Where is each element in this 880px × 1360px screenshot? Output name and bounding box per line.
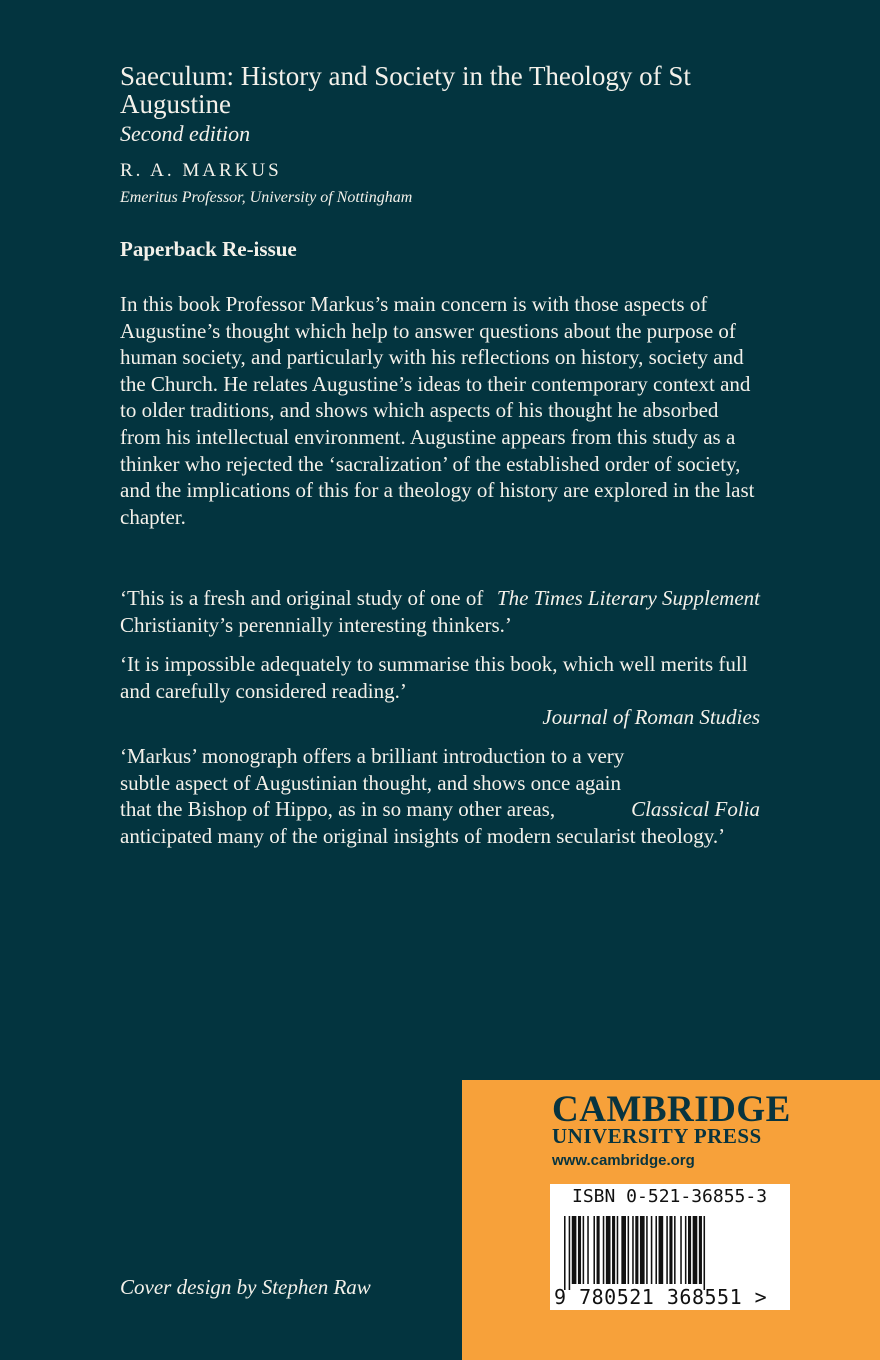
barcode-bar (640, 1216, 645, 1284)
barcode-bar (635, 1216, 638, 1284)
review-quote (120, 585, 760, 638)
barcode-bar (587, 1216, 589, 1284)
cover-credit: Cover design by Stephen Raw (120, 1275, 371, 1299)
barcode-digits: 9 780521 368551 > (554, 1285, 768, 1309)
publisher-website: www.cambridge.org (552, 1152, 695, 1169)
barcode-bar (578, 1216, 581, 1284)
barcode-bar (655, 1216, 657, 1284)
review-text: ‘It is impossible adequately to summarise this book, which well merits full and carefully considered reading.’ (120, 652, 748, 703)
barcode-bar (666, 1216, 668, 1284)
barcode-bar (685, 1216, 687, 1284)
review-quote (120, 651, 760, 731)
barcode-bar (632, 1216, 634, 1284)
review-text: ‘Markus’ monograph offers a brilliant introduction to a very subtle aspect of Augustinian thought, and shows once again that the Bishop of Hippo, as in so many other areas, anticipated many of the original insights of modern secularist theology.’ (120, 744, 726, 848)
blurb-paragraph: In this book Professor Markus’s main concern is with those aspects of Augustine’s thought which help to answer questions about the purpose of human society, and particularly with his reflections on history, society and the Church. He relates Augustine’s ideas to their contemporary context and to older traditions, and shows which aspects of his thought he absorbed from his intellectual environment. Augustine appears from this study as a thinker who rejected the ‘sacralization’ of the established order of society, and the implications of this for a theology of history are explored in the last chapter. (120, 292, 755, 529)
barcode-bar (659, 1216, 664, 1284)
review-quote (120, 743, 760, 849)
review-source: Journal of Roman Studies (542, 705, 760, 730)
isbn-label: ISBN 0-521-36855-3 (572, 1186, 768, 1207)
author-name: R. A. MARKUS (120, 160, 282, 181)
author-affiliation: Emeritus Professor, University of Nottingham (120, 189, 413, 206)
barcode-bar (699, 1216, 702, 1284)
book-title: Saeculum: History and Society in the Theology of St Augustine (120, 61, 691, 119)
barcode-bar (617, 1216, 619, 1284)
barcode-bar (569, 1216, 571, 1290)
edition-label: Second edition (120, 121, 251, 146)
barcode-bar (693, 1216, 698, 1284)
barcode-bar (704, 1216, 706, 1290)
barcode-bar (621, 1216, 626, 1284)
review-source: The Times Literary Supplement (496, 586, 760, 610)
barcode-bar (674, 1216, 676, 1284)
barcode-bar (651, 1216, 653, 1284)
review-text: ‘This is a fresh and original study of one of Christianity’s perennially interesting thinkers.’ (120, 586, 512, 637)
barcode-bar (597, 1216, 600, 1284)
barcode-bars (564, 1216, 776, 1290)
barcode-bar (669, 1216, 672, 1284)
barcode-bar (572, 1216, 577, 1284)
barcode-bar (564, 1216, 566, 1290)
barcode-bar (612, 1216, 615, 1284)
barcode-bar (646, 1216, 648, 1284)
barcode-bar (593, 1216, 595, 1284)
barcode-bar (606, 1216, 611, 1284)
barcode-bar (583, 1216, 585, 1284)
barcode-bar (603, 1216, 605, 1284)
barcode-bar (680, 1216, 682, 1284)
publisher-name: CAMBRIDGE (552, 1089, 791, 1130)
publisher-press: UNIVERSITY PRESS (552, 1124, 762, 1148)
reissue-label: Paperback Re-issue (120, 237, 297, 261)
barcode-bar (628, 1216, 630, 1284)
barcode-bar (688, 1216, 691, 1284)
review-source: Classical Folia (631, 797, 760, 821)
